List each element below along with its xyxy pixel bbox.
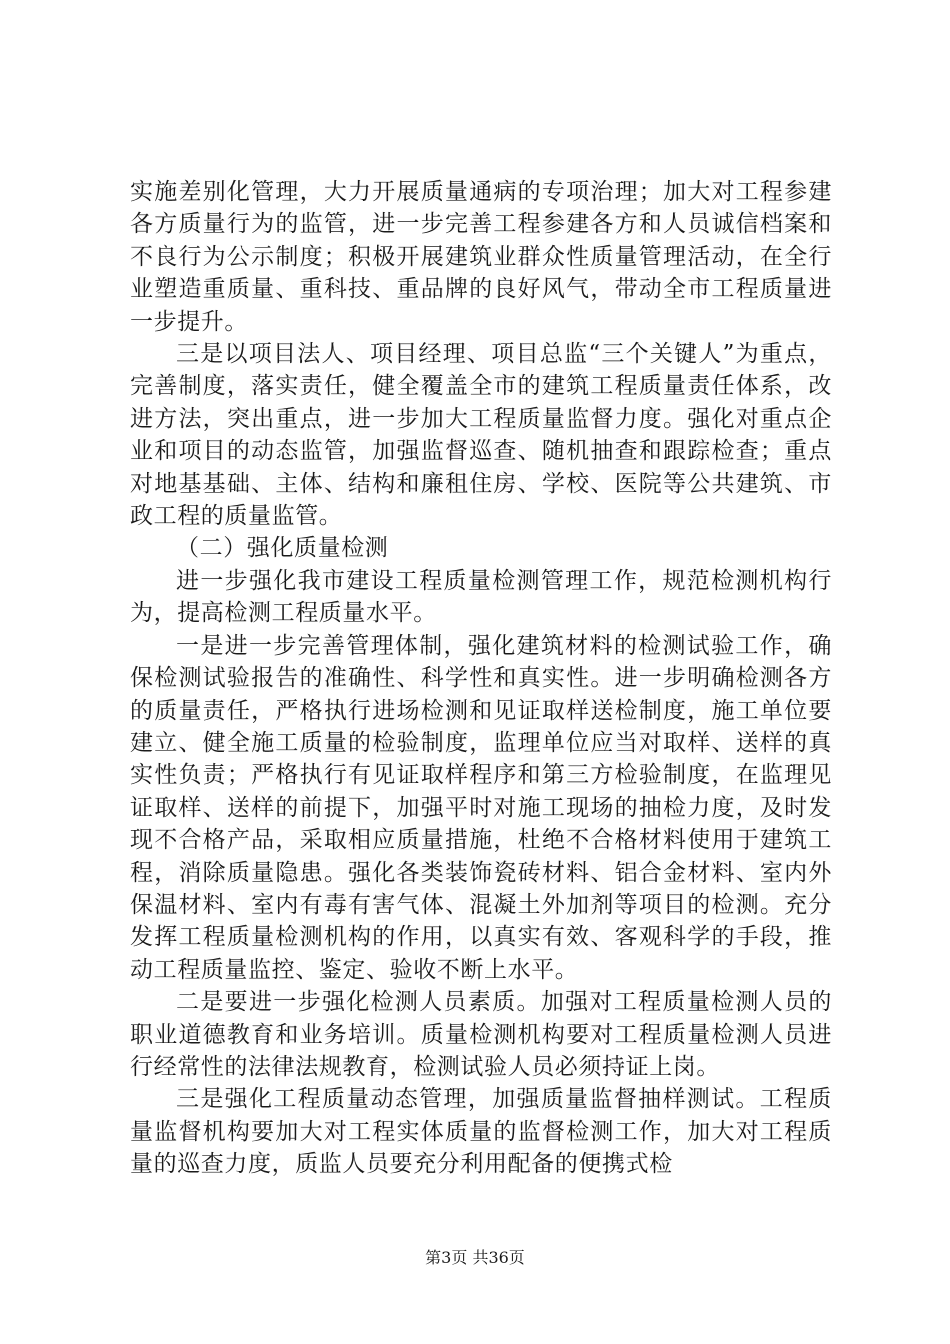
document-body (130, 176, 832, 1181)
paragraph-3: 进一步强化我市建设工程质量检测管理工作，规范检测机构行为，提高检测工程质量水平。 (130, 567, 832, 627)
paragraph-2: 三是以项目法人、项目经理、项目总监“三个关键人”为重点，完善制度，落实责任，健全覆盖全市的建筑工程质量责任体系，改进方法，突出重点，进一步加大工程质量监督力度。强化对重点企业和项目的动态监管，加强监督巡查、随机抽查和跟踪检查；重点对地基基础、主体、结构和廉租住房、学校、医院等公共建筑、市政工程的质量监管。 (130, 341, 832, 530)
paragraph-4: 一是进一步完善管理体制，强化建筑材料的检测试验工作，确保检测试验报告的准确性、科学性和真实性。进一步明确检测各方的质量责任，严格执行进场检测和见证取样送检制度，施工单位要建立、健全施工质量的检验制度，监理单位应当对取样、送样的真实性负责；严格执行有见证取样程序和第三方检验制度，在监理见证取样、送样的前提下，加强平时对施工现场的抽检力度，及时发现不合格产品，采取相应质量措施，杜绝不合格材料使用于建筑工程，消除质量隐患。强化各类装饰瓷砖材料、铝合金材料、室内外保温材料、室内有毒有害气体、混凝土外加剂等项目的检测。充分发挥工程质量检测机构的作用，以真实有效、客观科学的手段，推动工程质量监控、鉴定、验收不断上水平。 (130, 632, 832, 983)
paragraph-5: 二是要进一步强化检测人员素质。加强对工程质量检测人员的职业道德教育和业务培训。质量检测机构要对工程质量检测人员进行经常性的法律法规教育，检测试验人员必须持证上岗。 (130, 989, 832, 1080)
paragraph-6: 三是强化工程质量动态管理，加强质量监督抽样测试。工程质量监督机构要加大对工程实体质量的监督检测工作，加大对工程质量的巡查力度，质监人员要充分利用配备的便携式检 (130, 1086, 832, 1178)
page-footer: 第3页 共36页 (425, 1248, 525, 1267)
paragraph-1: 实施差别化管理，大力开展质量通病的专项治理；加大对工程参建各方质量行为的监管，进一步完善工程参建各方和人员诚信档案和不良行为公示制度；积极开展建筑业群众性质量管理活动，在全行业塑造重质量、重科技、重品牌的良好风气，带动全市工程质量进一步提升。 (130, 179, 832, 335)
section-heading: （二）强化质量检测 (176, 535, 389, 562)
